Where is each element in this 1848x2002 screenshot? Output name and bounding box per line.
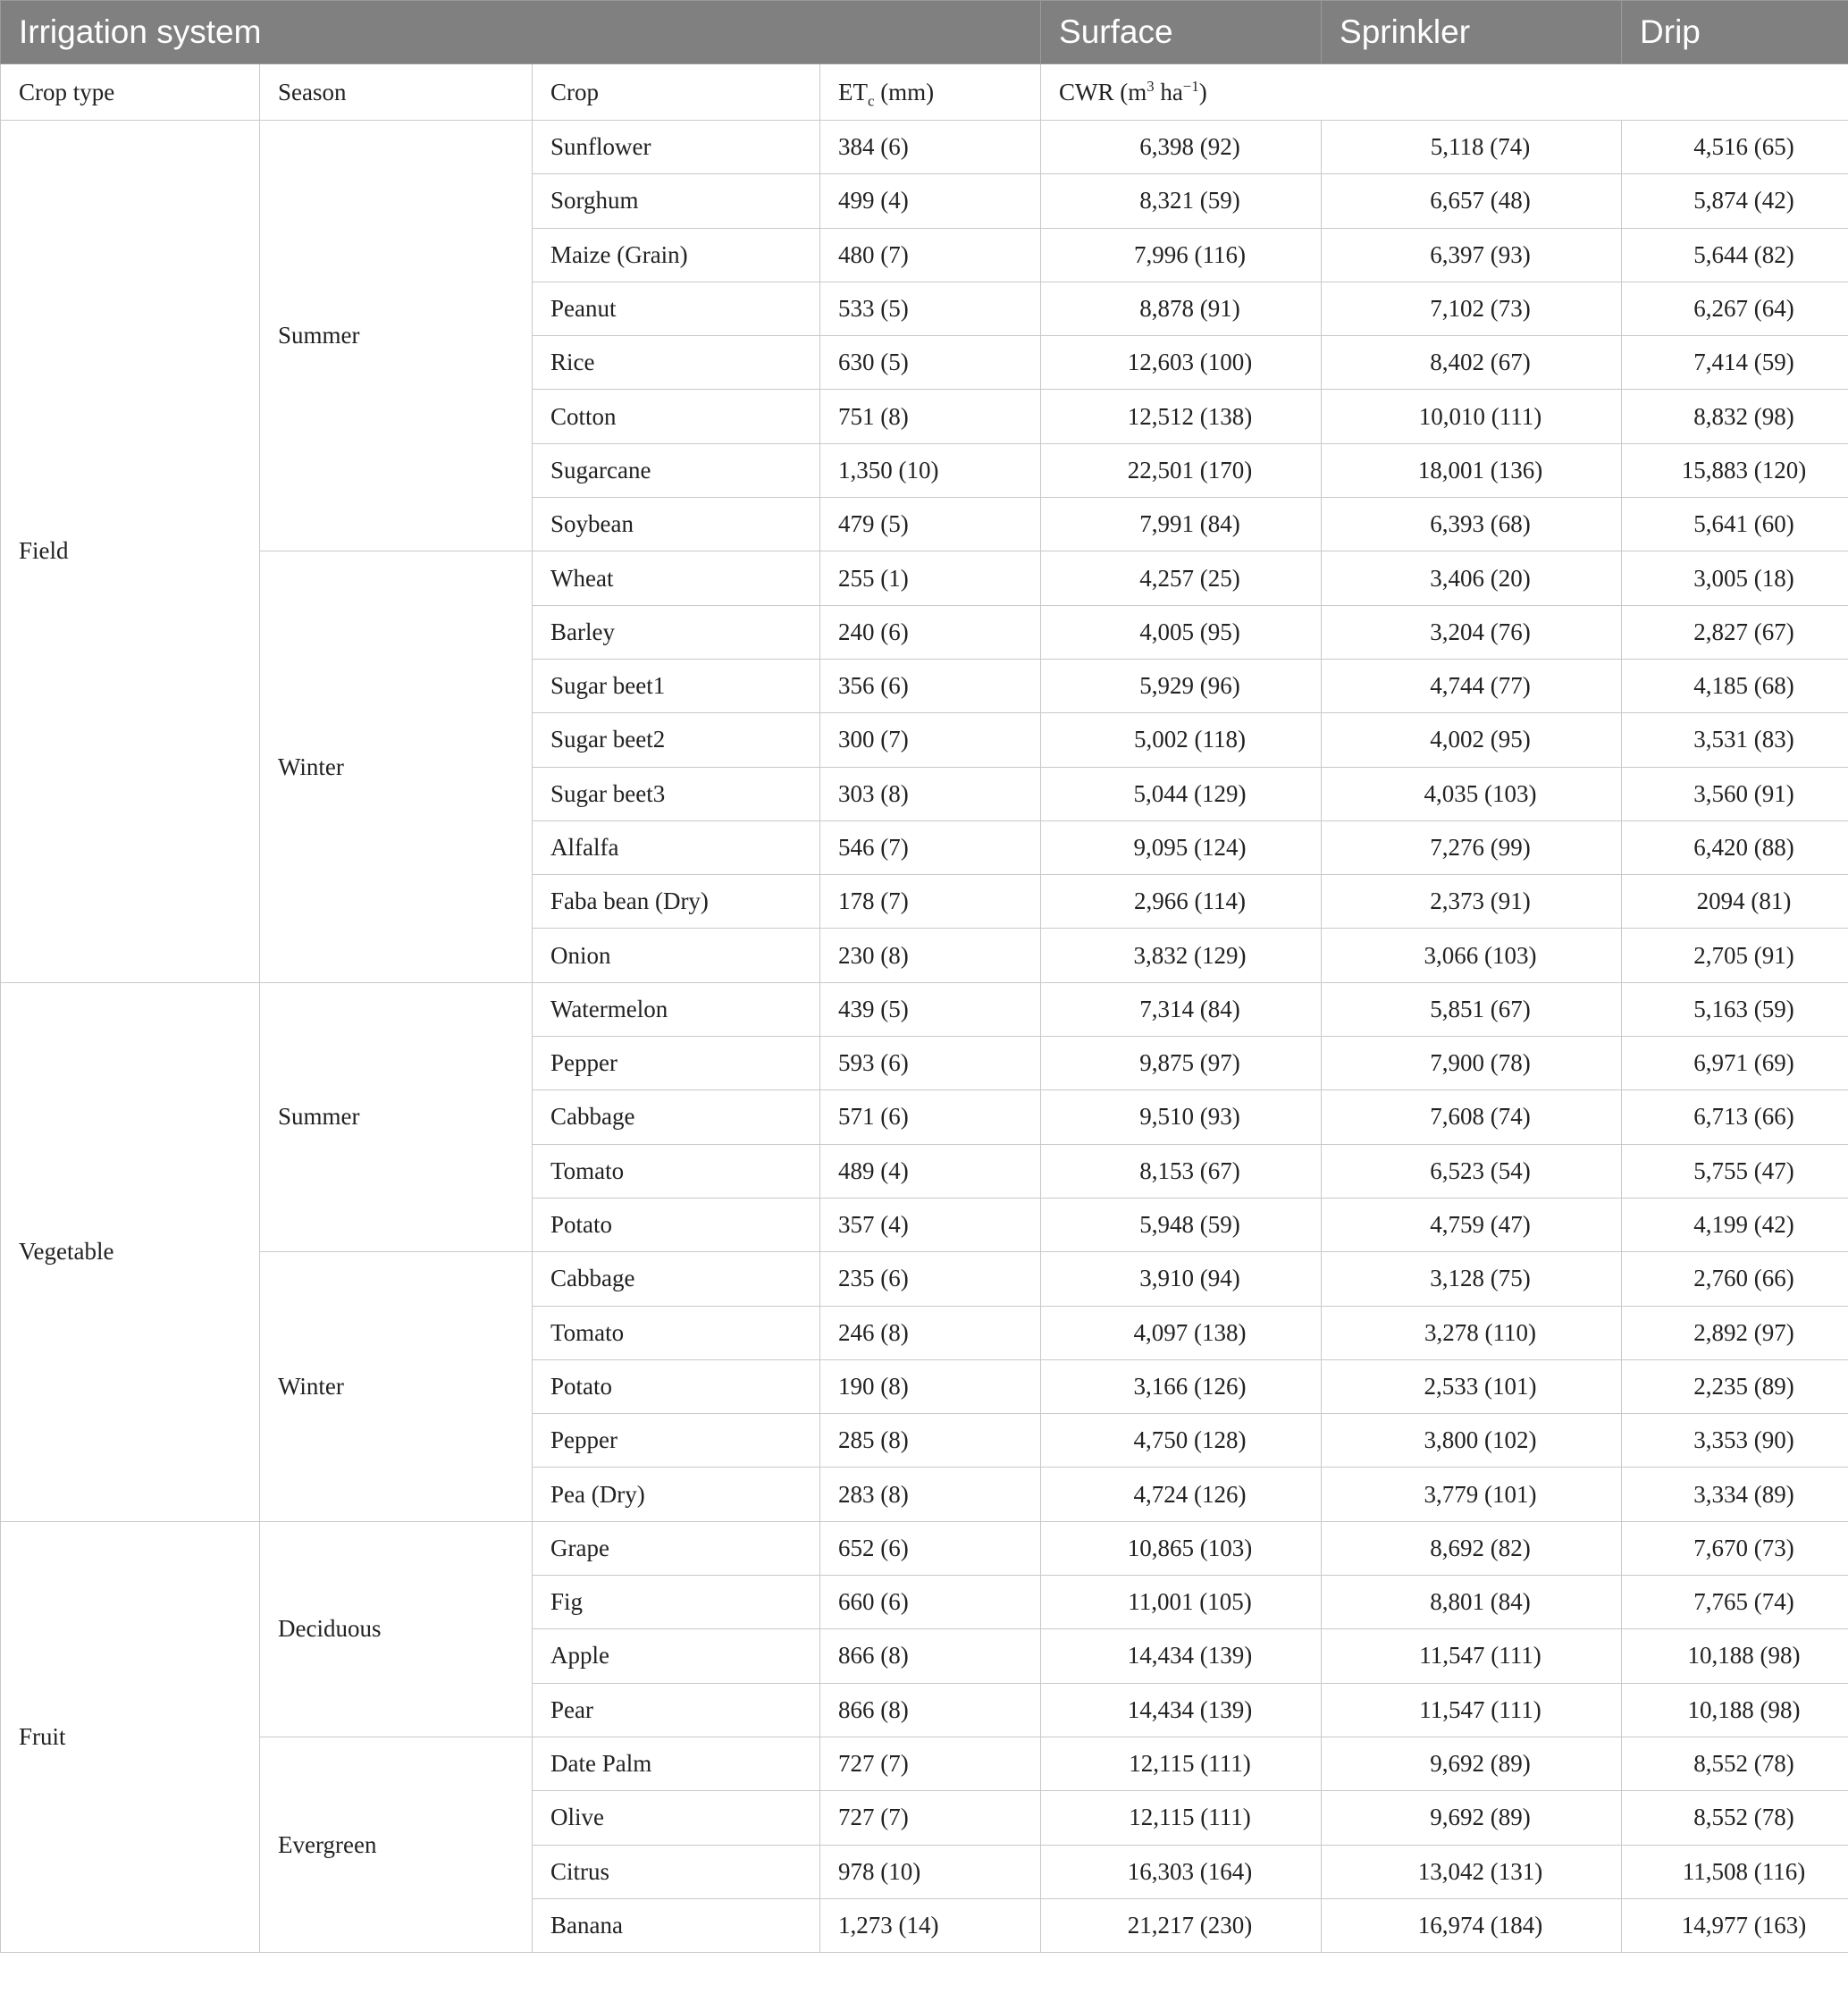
sprinkler-cwr-cell: 3,779 (101) (1322, 1468, 1622, 1521)
sprinkler-cwr-cell: 3,406 (20) (1322, 551, 1622, 605)
surface-cwr-cell: 7,314 (84) (1041, 982, 1322, 1036)
crop-cell: Apple (533, 1629, 820, 1683)
sprinkler-cwr-cell: 11,547 (111) (1322, 1683, 1622, 1737)
sprinkler-cwr-cell: 11,547 (111) (1322, 1629, 1622, 1683)
etc-cell: 255 (1) (820, 551, 1041, 605)
crop-cell: Cotton (533, 390, 820, 443)
crop-cell: Tomato (533, 1306, 820, 1359)
crop-cell: Fig (533, 1576, 820, 1629)
surface-cwr-cell: 8,878 (91) (1041, 282, 1322, 335)
sprinkler-cwr-cell: 9,692 (89) (1322, 1791, 1622, 1845)
etc-cell: 751 (8) (820, 390, 1041, 443)
sprinkler-cwr-cell: 5,851 (67) (1322, 982, 1622, 1036)
surface-system-header: Surface (1041, 1, 1322, 64)
etc-cell: 533 (5) (820, 282, 1041, 335)
sprinkler-cwr-cell: 4,744 (77) (1322, 659, 1622, 712)
surface-cwr-cell: 9,875 (97) (1041, 1037, 1322, 1090)
crop-cell: Citrus (533, 1845, 820, 1898)
etc-cell: 356 (6) (820, 659, 1041, 712)
drip-cwr-cell: 2,235 (89) (1622, 1359, 1848, 1413)
crop-type-cell: Field (1, 121, 260, 983)
surface-cwr-cell: 8,153 (67) (1041, 1144, 1322, 1198)
crop-cell: Sugarcane (533, 443, 820, 497)
drip-cwr-cell: 5,641 (60) (1622, 498, 1848, 551)
drip-cwr-cell: 5,755 (47) (1622, 1144, 1848, 1198)
table-row (1, 982, 1848, 1036)
surface-cwr-cell: 2,966 (114) (1041, 875, 1322, 929)
sprinkler-cwr-cell: 2,373 (91) (1322, 875, 1622, 929)
etc-cell: 652 (6) (820, 1521, 1041, 1575)
drip-cwr-cell: 5,644 (82) (1622, 228, 1848, 282)
crop-cell: Alfalfa (533, 820, 820, 874)
crop-cell: Pepper (533, 1037, 820, 1090)
surface-cwr-cell: 4,724 (126) (1041, 1468, 1322, 1521)
etc-cell: 593 (6) (820, 1037, 1041, 1090)
drip-cwr-cell: 11,508 (116) (1622, 1845, 1848, 1898)
surface-cwr-cell: 4,097 (138) (1041, 1306, 1322, 1359)
sprinkler-cwr-cell: 9,692 (89) (1322, 1737, 1622, 1790)
sprinkler-cwr-cell: 4,035 (103) (1322, 767, 1622, 820)
surface-cwr-cell: 6,398 (92) (1041, 121, 1322, 174)
sprinkler-cwr-cell: 2,533 (101) (1322, 1359, 1622, 1413)
drip-cwr-cell: 14,977 (163) (1622, 1898, 1848, 1952)
season-cell: Winter (260, 1252, 533, 1521)
table-row (1, 1252, 1848, 1306)
etc-cell: 866 (8) (820, 1683, 1041, 1737)
drip-cwr-cell: 10,188 (98) (1622, 1629, 1848, 1683)
crop-cell: Sugar beet3 (533, 767, 820, 820)
drip-cwr-cell: 2094 (81) (1622, 875, 1848, 929)
sprinkler-cwr-cell: 8,402 (67) (1322, 336, 1622, 390)
sprinkler-cwr-cell: 8,801 (84) (1322, 1576, 1622, 1629)
drip-cwr-cell: 7,765 (74) (1622, 1576, 1848, 1629)
etc-cell: 480 (7) (820, 228, 1041, 282)
crop-cell: Tomato (533, 1144, 820, 1198)
etc-cell: 1,273 (14) (820, 1898, 1041, 1952)
surface-cwr-cell: 4,750 (128) (1041, 1414, 1322, 1468)
sprinkler-cwr-cell: 6,523 (54) (1322, 1144, 1622, 1198)
table-row (1, 1521, 1848, 1575)
crop-cell: Wheat (533, 551, 820, 605)
sprinkler-cwr-cell: 3,800 (102) (1322, 1414, 1622, 1468)
crop-cell: Potato (533, 1359, 820, 1413)
drip-cwr-cell: 4,185 (68) (1622, 659, 1848, 712)
table-row (1, 1737, 1848, 1790)
crop-cell: Pear (533, 1683, 820, 1737)
table-header (1, 1, 1848, 121)
surface-cwr-cell: 14,434 (139) (1041, 1629, 1322, 1683)
drip-cwr-cell: 5,874 (42) (1622, 174, 1848, 228)
drip-cwr-cell: 8,552 (78) (1622, 1737, 1848, 1790)
etc-cell: 246 (8) (820, 1306, 1041, 1359)
crop-cell: Soybean (533, 498, 820, 551)
drip-cwr-cell: 8,832 (98) (1622, 390, 1848, 443)
crop-cell: Cabbage (533, 1090, 820, 1144)
surface-cwr-cell: 9,095 (124) (1041, 820, 1322, 874)
sprinkler-cwr-cell: 6,657 (48) (1322, 174, 1622, 228)
crop-cell: Rice (533, 336, 820, 390)
season-header: Season (260, 64, 533, 121)
drip-cwr-cell: 3,531 (83) (1622, 713, 1848, 767)
crop-cell: Sunflower (533, 121, 820, 174)
sprinkler-cwr-cell: 13,042 (131) (1322, 1845, 1622, 1898)
etc-cell: 303 (8) (820, 767, 1041, 820)
crop-cell: Sugar beet2 (533, 713, 820, 767)
drip-cwr-cell: 6,713 (66) (1622, 1090, 1848, 1144)
surface-cwr-cell: 12,115 (111) (1041, 1791, 1322, 1845)
crop-cell: Cabbage (533, 1252, 820, 1306)
sprinkler-cwr-cell: 3,204 (76) (1322, 605, 1622, 659)
etc-cell: 571 (6) (820, 1090, 1041, 1144)
surface-cwr-cell: 12,512 (138) (1041, 390, 1322, 443)
sprinkler-cwr-cell: 10,010 (111) (1322, 390, 1622, 443)
season-cell: Evergreen (260, 1737, 533, 1952)
surface-cwr-cell: 4,005 (95) (1041, 605, 1322, 659)
etc-header-subscript: c (868, 91, 875, 109)
irrigation-system-label: Irrigation system (1, 1, 1041, 64)
etc-cell: 546 (7) (820, 820, 1041, 874)
surface-cwr-cell: 5,929 (96) (1041, 659, 1322, 712)
crop-cell: Banana (533, 1898, 820, 1952)
sprinkler-cwr-cell: 6,393 (68) (1322, 498, 1622, 551)
crop-cell: Barley (533, 605, 820, 659)
surface-cwr-cell: 5,948 (59) (1041, 1198, 1322, 1251)
crop-cell: Date Palm (533, 1737, 820, 1790)
drip-cwr-cell: 5,163 (59) (1622, 982, 1848, 1036)
etc-cell: 178 (7) (820, 875, 1041, 929)
drip-cwr-cell: 7,670 (73) (1622, 1521, 1848, 1575)
etc-cell: 978 (10) (820, 1845, 1041, 1898)
drip-cwr-cell: 6,267 (64) (1622, 282, 1848, 335)
etc-cell: 285 (8) (820, 1414, 1041, 1468)
crop-cell: Olive (533, 1791, 820, 1845)
sprinkler-cwr-cell: 4,002 (95) (1322, 713, 1622, 767)
sprinkler-cwr-cell: 3,278 (110) (1322, 1306, 1622, 1359)
surface-cwr-cell: 3,166 (126) (1041, 1359, 1322, 1413)
etc-cell: 479 (5) (820, 498, 1041, 551)
surface-cwr-cell: 7,991 (84) (1041, 498, 1322, 551)
etc-cell: 190 (8) (820, 1359, 1041, 1413)
drip-cwr-cell: 3,353 (90) (1622, 1414, 1848, 1468)
etc-cell: 499 (4) (820, 174, 1041, 228)
drip-cwr-cell: 2,892 (97) (1622, 1306, 1848, 1359)
etc-cell: 283 (8) (820, 1468, 1041, 1521)
crop-cell: Potato (533, 1198, 820, 1251)
crop-type-header: Crop type (1, 64, 260, 121)
etc-header-main: ET (838, 78, 868, 105)
surface-cwr-cell: 3,910 (94) (1041, 1252, 1322, 1306)
drip-cwr-cell: 3,334 (89) (1622, 1468, 1848, 1521)
etc-cell: 230 (8) (820, 929, 1041, 982)
cwr-header-end: ) (1198, 78, 1207, 105)
surface-cwr-cell: 7,996 (116) (1041, 228, 1322, 282)
drip-cwr-cell: 4,516 (65) (1622, 121, 1848, 174)
surface-cwr-cell: 22,501 (170) (1041, 443, 1322, 497)
drip-cwr-cell: 15,883 (120) (1622, 443, 1848, 497)
etc-cell: 489 (4) (820, 1144, 1041, 1198)
season-cell: Winter (260, 551, 533, 982)
sprinkler-cwr-cell: 7,900 (78) (1322, 1037, 1622, 1090)
crop-type-cell: Vegetable (1, 982, 260, 1521)
surface-cwr-cell: 10,865 (103) (1041, 1521, 1322, 1575)
drip-cwr-cell: 3,005 (18) (1622, 551, 1848, 605)
sprinkler-cwr-cell: 18,001 (136) (1322, 443, 1622, 497)
crop-cell: Onion (533, 929, 820, 982)
sprinkler-cwr-cell: 7,608 (74) (1322, 1090, 1622, 1144)
drip-cwr-cell: 2,760 (66) (1622, 1252, 1848, 1306)
season-cell: Deciduous (260, 1521, 533, 1737)
table-body (1, 121, 1848, 1953)
cwr-header-superscript-1: 3 (1147, 77, 1155, 95)
sprinkler-cwr-cell: 7,276 (99) (1322, 820, 1622, 874)
sprinkler-cwr-cell: 4,759 (47) (1322, 1198, 1622, 1251)
cwr-header-mid: ha (1154, 78, 1183, 105)
surface-cwr-cell: 11,001 (105) (1041, 1576, 1322, 1629)
surface-cwr-cell: 8,321 (59) (1041, 174, 1322, 228)
sprinkler-system-header: Sprinkler (1322, 1, 1622, 64)
sprinkler-cwr-cell: 3,066 (103) (1322, 929, 1622, 982)
surface-cwr-cell: 9,510 (93) (1041, 1090, 1322, 1144)
sprinkler-cwr-cell: 3,128 (75) (1322, 1252, 1622, 1306)
drip-cwr-cell: 2,705 (91) (1622, 929, 1848, 982)
etc-cell: 727 (7) (820, 1737, 1041, 1790)
etc-cell: 439 (5) (820, 982, 1041, 1036)
surface-cwr-cell: 5,002 (118) (1041, 713, 1322, 767)
drip-system-header: Drip (1622, 1, 1848, 64)
surface-cwr-cell: 12,603 (100) (1041, 336, 1322, 390)
etc-cell: 384 (6) (820, 121, 1041, 174)
etc-cell: 357 (4) (820, 1198, 1041, 1251)
sprinkler-cwr-cell: 8,692 (82) (1322, 1521, 1622, 1575)
etc-header (820, 64, 1041, 121)
crop-cell: Grape (533, 1521, 820, 1575)
etc-cell: 300 (7) (820, 713, 1041, 767)
cwr-header-superscript-2: −1 (1182, 77, 1199, 95)
crop-cell: Peanut (533, 282, 820, 335)
etc-cell: 235 (6) (820, 1252, 1041, 1306)
table-row (1, 551, 1848, 605)
etc-header-unit: (mm) (874, 78, 935, 105)
cwr-header-main: CWR (m (1059, 78, 1147, 105)
surface-cwr-cell: 14,434 (139) (1041, 1683, 1322, 1737)
irrigation-system-header-row (1, 1, 1848, 64)
crop-cell: Maize (Grain) (533, 228, 820, 282)
drip-cwr-cell: 6,420 (88) (1622, 820, 1848, 874)
crop-type-cell: Fruit (1, 1521, 260, 1952)
etc-cell: 1,350 (10) (820, 443, 1041, 497)
sprinkler-cwr-cell: 16,974 (184) (1322, 1898, 1622, 1952)
sprinkler-cwr-cell: 5,118 (74) (1322, 121, 1622, 174)
crop-cell: Watermelon (533, 982, 820, 1036)
season-cell: Summer (260, 121, 533, 551)
crop-header: Crop (533, 64, 820, 121)
surface-cwr-cell: 12,115 (111) (1041, 1737, 1322, 1790)
drip-cwr-cell: 3,560 (91) (1622, 767, 1848, 820)
etc-cell: 630 (5) (820, 336, 1041, 390)
surface-cwr-cell: 3,832 (129) (1041, 929, 1322, 982)
surface-cwr-cell: 16,303 (164) (1041, 1845, 1322, 1898)
drip-cwr-cell: 4,199 (42) (1622, 1198, 1848, 1251)
season-cell: Summer (260, 982, 533, 1251)
sprinkler-cwr-cell: 7,102 (73) (1322, 282, 1622, 335)
crop-cell: Pepper (533, 1414, 820, 1468)
etc-cell: 866 (8) (820, 1629, 1041, 1683)
crop-cell: Sorghum (533, 174, 820, 228)
cwr-header (1041, 64, 1848, 121)
drip-cwr-cell: 8,552 (78) (1622, 1791, 1848, 1845)
drip-cwr-cell: 7,414 (59) (1622, 336, 1848, 390)
etc-cell: 240 (6) (820, 605, 1041, 659)
surface-cwr-cell: 21,217 (230) (1041, 1898, 1322, 1952)
column-header-row (1, 64, 1848, 121)
sprinkler-cwr-cell: 6,397 (93) (1322, 228, 1622, 282)
drip-cwr-cell: 10,188 (98) (1622, 1683, 1848, 1737)
table-row (1, 121, 1848, 174)
crop-cell: Pea (Dry) (533, 1468, 820, 1521)
surface-cwr-cell: 5,044 (129) (1041, 767, 1322, 820)
surface-cwr-cell: 4,257 (25) (1041, 551, 1322, 605)
etc-cell: 727 (7) (820, 1791, 1041, 1845)
crop-cell: Faba bean (Dry) (533, 875, 820, 929)
drip-cwr-cell: 2,827 (67) (1622, 605, 1848, 659)
etc-cell: 660 (6) (820, 1576, 1041, 1629)
drip-cwr-cell: 6,971 (69) (1622, 1037, 1848, 1090)
crop-cell: Sugar beet1 (533, 659, 820, 712)
